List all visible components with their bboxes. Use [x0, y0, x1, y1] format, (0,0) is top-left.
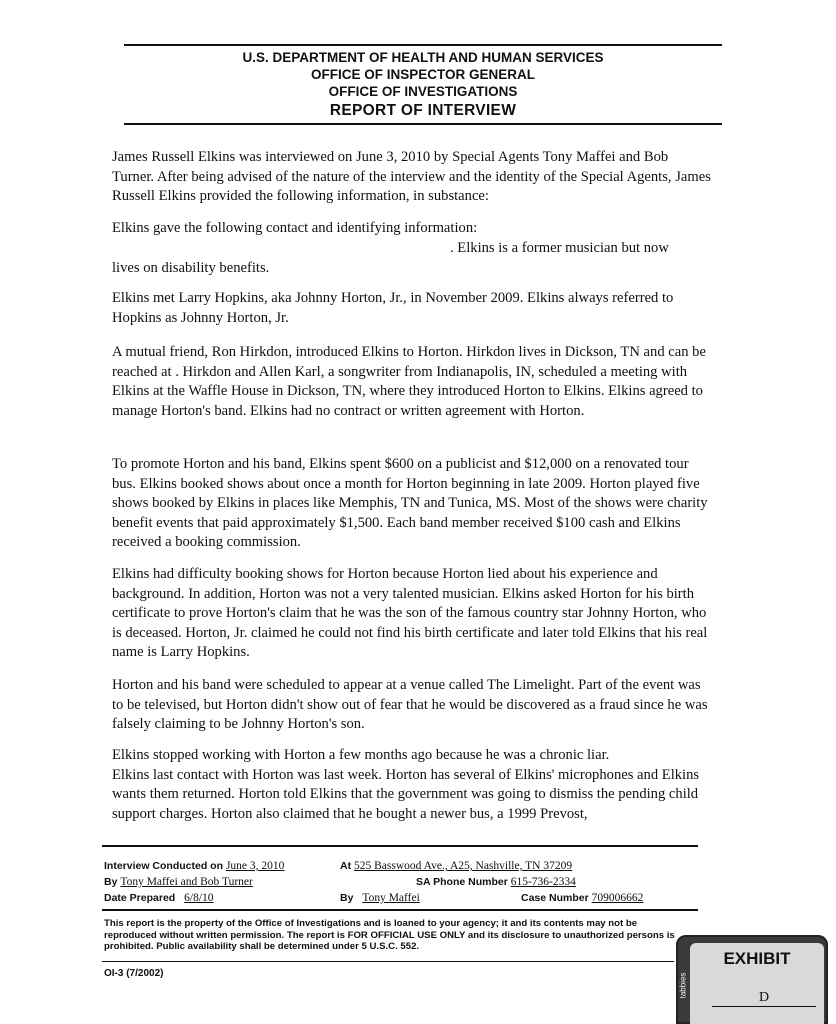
paragraph-3: Elkins met Larry Hopkins, aka Johnny Horton, Jr., in November 2009. Elkins always referred to Hopkins as Johnny Horton, Jr. [112, 290, 674, 326]
paragraph-2-line3: lives on disability benefits. [112, 260, 270, 276]
exhibit-sticker [676, 935, 828, 1024]
agents-row [104, 876, 253, 888]
paragraph-2-line1: Elkins gave the following contact and identifying information: [112, 220, 478, 236]
office-heading: OFFICE OF INSPECTOR GENERAL [310, 67, 535, 82]
phone-row [416, 876, 576, 888]
by2-label: By [340, 892, 354, 904]
paragraph-8-rest: Elkins last contact with Horton was last week. Horton has several of Elkins' microphones and Elkins wants them returned. Horton told Elkins that the government was going to dismiss the pending child support charges. Horton also claimed that he bought a newer bus, a 1999 Prevost, [112, 766, 700, 822]
at-label: At [340, 860, 352, 872]
header-bottom-rule [124, 123, 722, 125]
preparer-row [340, 892, 420, 904]
by-label: By [104, 876, 118, 888]
date-prepared-value: 6/8/10 [184, 892, 214, 904]
exhibit-letter: D [758, 990, 770, 1005]
case-row [521, 892, 643, 904]
date-prepared-row [104, 892, 214, 904]
top-rule [124, 44, 722, 46]
by2-value: Tony Maffei [362, 892, 420, 904]
disclaimer: This report is the property of the Office of Investigations and is loaned to your agency; it and its contents may not be reproduced without written permission. The report is FOR OFFICIAL USE ONLY and its disclosure to unauthorized persons is prohibited. Public availability shall be determined under 5 U.S.C. 552. [104, 918, 675, 952]
exhibit-letter-line [712, 1006, 816, 1007]
case-label: Case Number [521, 892, 589, 904]
conducted-value: June 3, 2010 [225, 860, 285, 872]
exhibit-label: EXHIBIT [723, 949, 791, 968]
sa-phone-value: 615-736-2334 [510, 876, 576, 888]
paragraph-8 [112, 746, 712, 824]
conducted-label: Interview Conducted on [104, 860, 224, 872]
exhibit-panel [690, 943, 824, 1024]
footer-mid-rule [102, 909, 698, 911]
paragraph-contact [112, 219, 712, 279]
date-prepared-label: Date Prepared [104, 892, 176, 904]
report-title: REPORT OF INTERVIEW [329, 102, 517, 119]
form-id: OI-3 (7/2002) [104, 968, 164, 979]
conducted-row [104, 860, 284, 872]
paragraph-6: Elkins had difficulty booking shows for Horton because Horton lied about his experience and background. In addition, Horton was not a very talented musician. Elkins asked Horton for his birth certificate to prove Horton's claim that he was the son of the famous country star Johnny Horton, who is deceased. Horton, Jr. claimed he could not find his birth certificate and later told Elkins that his real name is Larry Hopkins. [112, 566, 708, 660]
paragraph-8-line1: Elkins stopped working with Horton a few months ago because he was a chronic liar. [112, 747, 610, 763]
footer-top-rule [102, 845, 698, 847]
dept-heading: U.S. DEPARTMENT OF HEALTH AND HUMAN SERVICES [242, 50, 604, 65]
footer-bottom-rule [102, 961, 674, 962]
paragraph-4: A mutual friend, Ron Hirkdon, introduced Elkins to Horton. Hirkdon lives in Dickson, TN and can be reached at . Hirkdon and Allen Karl, a songwriter from Indianapolis, IN, scheduled a meeting with Elkins at the Waffle House in Dickson, TN, where they introduced Horton to Elkins. Elkins agreed to manage Horton's band. Elkins had no contract or written agreement with Horton. [112, 344, 706, 419]
at-value: 525 Basswood Ave., A25, Nashville, TN 37209 [354, 860, 573, 872]
paragraph-7: Horton and his band were scheduled to appear at a venue called The Limelight. Part of the event was to be televised, but Horton didn't show out of fear that he would be discovered as a fraud since he was falsely claiming to be Johnny Horton's son. [112, 677, 708, 732]
by-value: Tony Maffei and Bob Turner [120, 876, 253, 888]
paragraph-2-line2: . Elkins is a former musician but now [450, 239, 669, 256]
case-value: 709006662 [591, 892, 644, 904]
exhibit-brand: tabbies [678, 972, 688, 999]
paragraph-intro [112, 148, 712, 207]
paragraph-5: To promote Horton and his band, Elkins spent $600 on a publicist and $12,000 on a renovated tour bus. Elkins booked shows about once a month for Horton beginning in late 2009. Horton played five shows booked by Elkins in places like Memphis, TN and Tunica, MS. Most of the shows were charity benefit events that paid approximately $1,500. Each band member received $100 cash and Elkins received a booking commission. [112, 456, 708, 550]
sa-phone-label: SA Phone Number [416, 876, 508, 888]
paragraph-1: James Russell Elkins was interviewed on June 3, 2010 by Special Agents Tony Maffei and Bob Turner. After being advised of the nature of the interview and the identity of the Special Agents, James Russell Elkins provided the following information, in substance: [112, 149, 711, 204]
division-heading: OFFICE OF INVESTIGATIONS [328, 84, 518, 99]
location-row [340, 860, 572, 872]
